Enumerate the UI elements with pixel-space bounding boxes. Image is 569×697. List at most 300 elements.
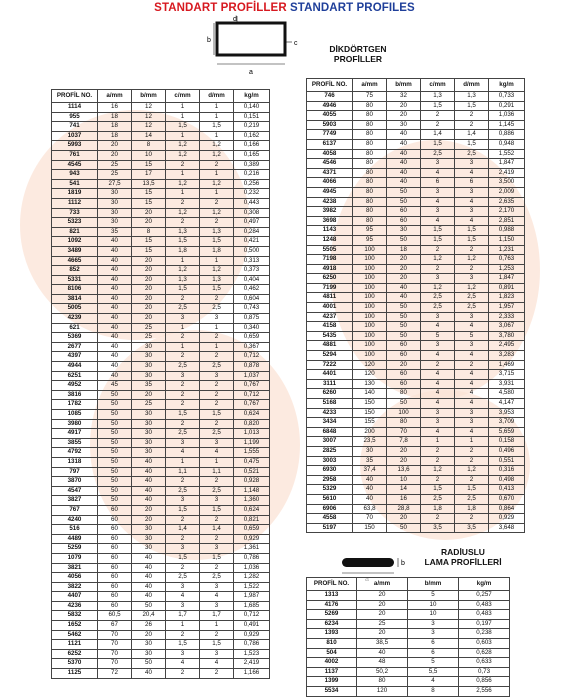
value-cell: 2,5 [200,362,234,372]
value-cell: 0,373 [234,266,270,276]
value-cell: 0,256 [234,179,270,189]
table-row [307,610,510,620]
table-row [307,216,525,226]
value-cell: 70 [98,640,132,650]
profile-number-cell: 4158 [307,322,353,332]
value-cell: 1,4 [200,525,234,535]
value-cell: 25 [357,619,408,629]
value-cell: 1,013 [234,429,270,439]
value-cell: 4 [421,351,455,361]
value-cell: 50 [132,659,166,669]
value-cell: 1,2 [166,150,200,160]
table-row [52,669,270,679]
value-cell: 1 [200,170,234,180]
value-cell: 2,851 [489,216,525,226]
value-cell: 4,580 [489,389,525,399]
value-cell: 80 [357,677,408,687]
value-cell: 1,231 [489,245,525,255]
profile-number-cell: 1313 [307,591,357,601]
value-cell: 0,308 [234,208,270,218]
value-cell: 40 [132,669,166,679]
lama-section-line2: LAMA PROFİLLERİ [424,557,502,567]
value-cell: 1,3 [200,275,234,285]
value-cell: 20 [387,456,421,466]
value-cell: 60 [98,563,132,573]
table-row [52,246,270,256]
value-cell: 0,483 [459,600,510,610]
value-cell: 0,659 [234,333,270,343]
table-row [307,399,525,409]
value-cell: 40 [98,323,132,333]
value-cell: 1 [200,323,234,333]
value-cell: 80 [353,120,387,130]
value-cell: 3 [200,314,234,324]
value-cell: 0,633 [459,658,510,668]
value-cell: 1,4 [455,130,489,140]
value-cell: 40 [387,149,421,159]
profile-number-cell: 1112 [52,198,98,208]
profile-number-cell: 5903 [307,120,353,130]
value-cell: 0,500 [234,246,270,256]
value-cell: 0,443 [234,198,270,208]
value-cell: 1 [200,621,234,631]
value-cell: 1,199 [234,438,270,448]
table-row [307,245,525,255]
value-cell: 1,361 [234,544,270,554]
value-cell: 3 [166,438,200,448]
value-cell: 12 [132,103,166,113]
value-cell: 20 [98,141,132,151]
value-cell: 0,929 [234,630,270,640]
value-cell: 0,743 [234,304,270,314]
value-cell: 25 [132,400,166,410]
table-row [52,141,270,151]
profile-number-cell: 1092 [52,237,98,247]
profile-number-cell: 5269 [307,610,357,620]
table-row [307,408,525,418]
value-cell: 1,5 [166,410,200,420]
profile-number-cell: 6137 [307,139,353,149]
value-cell: 3,283 [489,351,525,361]
value-cell: 100 [387,408,421,418]
value-cell: 0,948 [489,139,525,149]
title-en: STANDART PROFILES [290,2,415,14]
value-cell: 1,5 [200,237,234,247]
value-cell: 100 [353,274,387,284]
table-row [52,198,270,208]
table-row [307,331,525,341]
value-cell: 18 [98,122,132,132]
value-cell: 50 [387,303,421,313]
value-cell: 50 [98,457,132,467]
value-cell: 0,389 [234,160,270,170]
value-cell: 40 [98,294,132,304]
value-cell: 10 [132,150,166,160]
profile-number-cell: 1137 [307,667,357,677]
value-cell: 20 [132,314,166,324]
column-header: c/mm [166,90,200,103]
value-cell: 2 [200,563,234,573]
value-cell: 2,5 [421,293,455,303]
value-cell: 60 [387,216,421,226]
value-cell: 20,4 [132,611,166,621]
value-cell: 0,886 [489,130,525,140]
table-row [307,303,525,313]
value-cell: 1,5 [455,485,489,495]
value-cell: 2 [455,120,489,130]
profile-number-cell: 797 [52,467,98,477]
value-cell: 100 [353,264,387,274]
value-cell: 1,5 [455,235,489,245]
profile-number-cell: 3822 [52,582,98,592]
value-cell: 100 [353,255,387,265]
profile-number-cell: 5168 [307,399,353,409]
profile-number-cell: 4371 [307,168,353,178]
value-cell: 100 [353,283,387,293]
profile-number-cell: 4665 [52,256,98,266]
value-cell: 4 [200,448,234,458]
value-cell: 80 [353,187,387,197]
value-cell: 60 [98,525,132,535]
value-cell: 0,820 [234,419,270,429]
profile-number-cell: 3982 [307,207,353,217]
value-cell: 16 [98,103,132,113]
value-cell: 1,8 [455,504,489,514]
value-cell: 3 [166,496,200,506]
value-cell: 0,891 [489,283,525,293]
value-cell: 60 [387,341,421,351]
value-cell: 20 [132,266,166,276]
value-cell: 0,73 [459,667,510,677]
value-cell: 2 [166,669,200,679]
value-cell: 25 [132,323,166,333]
table-row [52,640,270,650]
table-row [307,226,525,236]
value-cell: 3 [200,649,234,659]
table-row [307,351,525,361]
value-cell: 2,5 [421,494,455,504]
table-row [52,314,270,324]
value-cell: 28,8 [387,504,421,514]
value-cell: 1 [166,621,200,631]
value-cell: 150 [353,408,387,418]
value-cell: 1,552 [489,149,525,159]
value-cell: 3 [421,341,455,351]
value-cell: 40 [387,283,421,293]
profile-number-cell: 6250 [307,274,353,284]
table-row [52,131,270,141]
value-cell: 95 [353,235,387,245]
value-cell: 1 [166,457,200,467]
value-cell: 2 [200,669,234,679]
value-cell: 30 [132,419,166,429]
value-cell: 40 [132,467,166,477]
table-row [307,322,525,332]
value-cell: 3 [455,207,489,217]
value-cell: 30 [353,446,387,456]
table-row [307,667,510,677]
value-cell: 2,5 [455,494,489,504]
value-cell: 0,821 [234,515,270,525]
value-cell: 1,5 [166,237,200,247]
value-cell: 2 [455,245,489,255]
profile-number-cell: 621 [52,323,98,333]
value-cell: 1 [166,189,200,199]
value-cell: 25 [132,333,166,343]
profile-number-cell: 4240 [52,515,98,525]
value-cell: 3,715 [489,370,525,380]
profile-number-cell: 4945 [307,187,353,197]
table-row [52,438,270,448]
value-cell: 40 [98,266,132,276]
profile-number-cell: 4401 [307,370,353,380]
value-cell: 4 [421,399,455,409]
profile-number-cell: 2958 [307,475,353,485]
profile-number-cell: 5610 [307,494,353,504]
table-row [307,274,525,284]
value-cell: 1,4 [166,525,200,535]
value-cell: 20 [357,591,408,601]
value-cell: 0,864 [489,504,525,514]
value-cell: 20 [132,515,166,525]
value-cell: 1 [455,437,489,447]
value-cell: 3,709 [489,418,525,428]
profile-number-cell: 4058 [307,149,353,159]
value-cell: 0,498 [489,475,525,485]
value-cell: 2,5 [200,429,234,439]
value-cell: 40 [132,486,166,496]
value-cell: 1 [166,170,200,180]
table-row [307,235,525,245]
value-cell: 4 [455,168,489,178]
value-cell: 50 [98,410,132,420]
value-cell: 17 [132,170,166,180]
value-cell: 2,5 [200,486,234,496]
table-row [307,255,525,265]
value-cell: 3 [421,274,455,284]
value-cell: 0,624 [234,505,270,515]
value-cell: 50 [98,400,132,410]
profile-number-cell: 4407 [52,592,98,602]
table-row [52,553,270,563]
value-cell: 20 [357,600,408,610]
profile-number-cell: 3007 [307,437,353,447]
value-cell: 2,419 [489,168,525,178]
value-cell: 3 [421,187,455,197]
value-cell: 3 [455,418,489,428]
value-cell: 40 [387,139,421,149]
profile-number-cell: 3814 [52,294,98,304]
value-cell: 0,316 [489,466,525,476]
value-cell: 3,5 [421,523,455,533]
profile-number-cell: 4944 [52,362,98,372]
table-row [307,197,525,207]
value-cell: 2 [200,218,234,228]
value-cell: 80 [353,197,387,207]
table-row [52,256,270,266]
table-row [307,494,525,504]
value-cell: 1,2 [166,208,200,218]
value-cell: 0,367 [234,342,270,352]
value-cell: 2 [455,475,489,485]
value-cell: 1,2 [421,283,455,293]
value-cell: 1,5 [421,226,455,236]
value-cell: 0,421 [234,237,270,247]
value-cell: 1,5 [421,235,455,245]
value-cell: 155 [353,418,387,428]
value-cell: 2,5 [455,293,489,303]
value-cell: 4 [455,322,489,332]
value-cell: 3 [200,496,234,506]
value-cell: 2,009 [489,187,525,197]
value-cell: 20 [132,390,166,400]
value-cell: 2,495 [489,341,525,351]
profile-number-cell: 4002 [307,658,357,668]
value-cell: 50 [132,601,166,611]
value-cell: 80 [353,111,387,121]
value-cell: 0,624 [234,410,270,420]
value-cell: 20 [98,150,132,160]
table-row [52,304,270,314]
value-cell: 0,238 [459,629,510,639]
value-cell: 40 [98,352,132,362]
value-cell: 3 [200,438,234,448]
value-cell: 2 [421,446,455,456]
value-cell: 1,5 [166,285,200,295]
profile-number-cell: 4952 [52,381,98,391]
value-cell: 5 [408,658,459,668]
profile-number-cell: 3489 [52,246,98,256]
profile-number-cell: 3816 [52,390,98,400]
value-cell: 40 [98,371,132,381]
value-cell: 40 [387,293,421,303]
value-cell: 140 [353,389,387,399]
value-cell: 50,2 [357,667,408,677]
value-cell: 1,253 [489,264,525,274]
profile-number-cell: 4917 [52,429,98,439]
value-cell: 2 [166,294,200,304]
value-cell: 75 [353,92,387,102]
label-a: a [249,69,253,76]
table-row [307,341,525,351]
table-row [307,591,510,601]
table-row [52,630,270,640]
profile-number-cell: 5329 [307,485,353,495]
value-cell: 1,7 [200,611,234,621]
value-cell: 120 [353,360,387,370]
value-cell: 0,712 [234,390,270,400]
value-cell: 50 [387,197,421,207]
value-cell: 1,685 [234,601,270,611]
value-cell: 60 [98,573,132,583]
value-cell: 1,166 [234,669,270,679]
value-cell: 1 [200,112,234,122]
profile-number-cell: 4946 [307,101,353,111]
value-cell: 18 [98,131,132,141]
value-cell: 1,2 [200,179,234,189]
value-cell: 50 [98,496,132,506]
profile-number-cell: 6260 [307,389,353,399]
value-cell: 35 [98,227,132,237]
table-row [52,112,270,122]
value-cell: 1,8 [200,246,234,256]
value-cell: 40 [387,130,421,140]
value-cell: 20 [357,629,408,639]
profile-number-cell: 4236 [52,601,98,611]
value-cell: 40 [132,563,166,573]
value-cell: 1 [166,131,200,141]
value-cell: 30 [132,371,166,381]
value-cell: 5,5 [408,667,459,677]
table-row [307,658,510,668]
table-row [52,448,270,458]
lama-profiles-table [306,577,510,697]
value-cell: 40 [98,237,132,247]
table-row [52,410,270,420]
value-cell: 15 [132,198,166,208]
value-cell: 50 [387,322,421,332]
profile-number-cell: 4056 [52,573,98,583]
value-cell: 1,1 [200,467,234,477]
table-row [52,323,270,333]
column-header: kg/m [234,90,270,103]
value-cell: 1,282 [234,573,270,583]
value-cell: 1,5 [421,485,455,495]
value-cell: 2 [421,514,455,524]
rect-section-line2: PROFİLLER [333,54,383,64]
value-cell: 80 [387,418,421,428]
value-cell: 120 [353,370,387,380]
value-cell: 1,5 [200,410,234,420]
profile-number-cell: 8106 [52,285,98,295]
table-row [52,457,270,467]
value-cell: 3 [421,159,455,169]
profile-number-cell: 5331 [52,275,98,285]
value-cell: 4 [455,379,489,389]
value-cell: 0,929 [234,534,270,544]
table-row [52,534,270,544]
table-row [307,149,525,159]
table-row [52,515,270,525]
value-cell: 2 [200,630,234,640]
table-row [52,342,270,352]
value-cell: 2 [200,198,234,208]
table-row [307,418,525,428]
table-row [52,362,270,372]
value-cell: 1,3 [200,227,234,237]
value-cell: 0,151 [234,112,270,122]
value-cell: 8 [132,141,166,151]
profile-number-cell: 516 [52,525,98,535]
value-cell: 30 [132,362,166,372]
value-cell: 2,5 [455,149,489,159]
value-cell: 1 [421,437,455,447]
value-cell: 1 [200,103,234,113]
value-cell: 1 [166,323,200,333]
value-cell: 27,5 [98,179,132,189]
profile-number-cell: 4881 [307,341,353,351]
value-cell: 1 [200,189,234,199]
value-cell: 48 [357,658,408,668]
table-row [307,514,525,524]
value-cell: 2 [455,456,489,466]
profile-number-cell: 1079 [52,553,98,563]
table-row [52,390,270,400]
value-cell: 3 [455,159,489,169]
table-row [307,111,525,121]
value-cell: 30 [98,208,132,218]
profile-number-cell: 1399 [307,677,357,687]
